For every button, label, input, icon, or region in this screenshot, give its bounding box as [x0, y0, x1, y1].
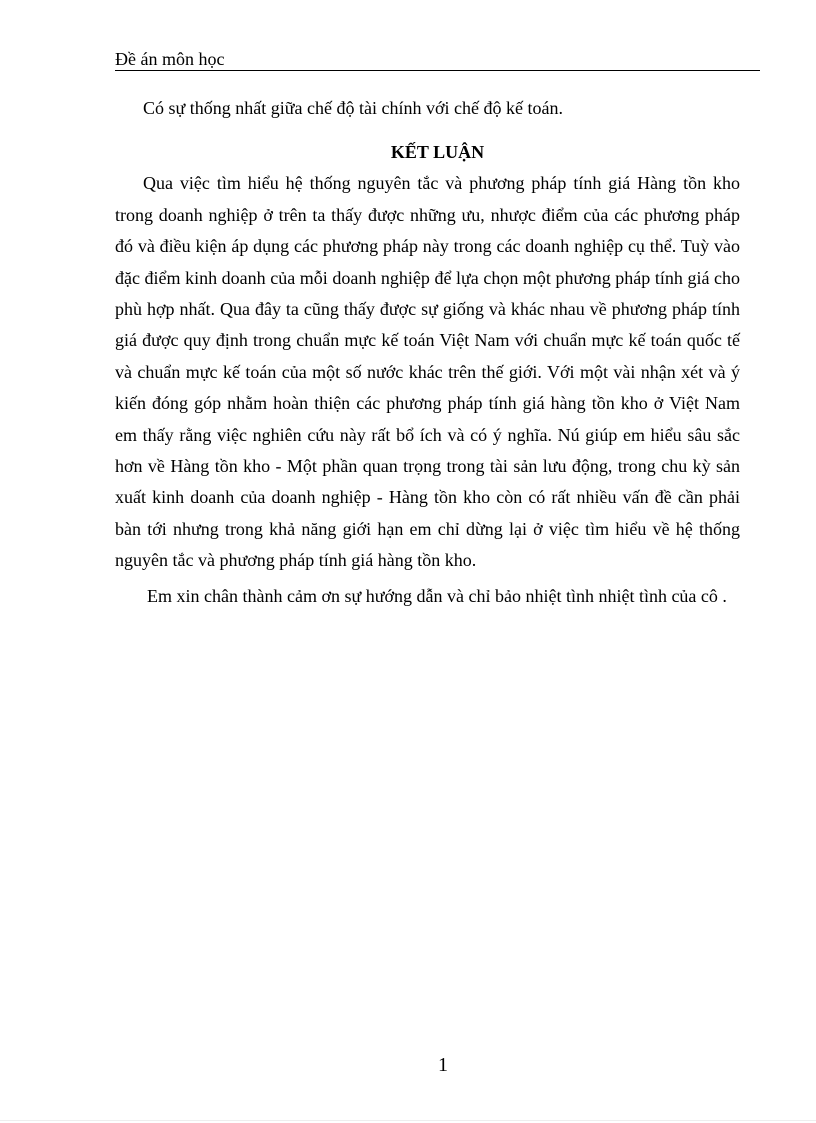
section-heading: KẾT LUẬN — [390, 142, 485, 163]
conclusion-paragraph: Qua việc tìm hiểu hệ thống nguyên tắc và phương pháp tính giá Hàng tồn kho trong doanh nghiệp ở trên ta thấy được những ưu, nhược điểm của các phương pháp đó và điều kiện áp dụng các phương pháp này trong các doanh nghiệp cụ thể. Tuỳ vào đặc điểm kinh doanh của mỗi doanh nghiệp để lựa chọn một phương pháp tính giá cho phù hợp nhất. Qua đây ta cũng thấy được sự giống và khác nhau về phương pháp tính giá được quy định trong chuẩn mực kế toán Việt Nam với chuẩn mực kế toán quốc tế và chuẩn mực kế toán của một số nước khác trên thế giới. Với một vài nhận xét và ý kiến đóng góp nhằm hoàn thiện các phương pháp tính giá hàng tồn kho ở Việt Nam em thấy rằng việc nghiên cứu này rất bổ ích và có ý nghĩa. Nú giúp em hiểu sâu sắc hơn về Hàng tồn kho - Một phần quan trọng trong tài sản lưu động, trong chu kỳ sản xuất kinh doanh của doanh nghiệp - Hàng tồn kho còn có rất nhiều vấn đề cần phải bàn tới nhưng trong khả năng giới hạn em chỉ dừng lại ở việc tìm hiểu về hệ thống nguyên tắc và phương pháp tính giá hàng tồn kho. — [115, 173, 740, 571]
document-body — [115, 93, 740, 612]
thanks-paragraph: Em xin chân thành cảm ơn sự hướng dẫn và chỉ bảo nhiệt tình nhiệt tình của cô . — [147, 585, 727, 606]
page-bottom-divider — [0, 1120, 816, 1121]
opening-line: Có sự thống nhất giữa chế độ tài chính với chế độ kế toán. — [143, 98, 563, 118]
header-title: Đề án môn học — [115, 49, 225, 69]
page-header — [115, 48, 760, 71]
page-number: 1 — [438, 1054, 448, 1076]
